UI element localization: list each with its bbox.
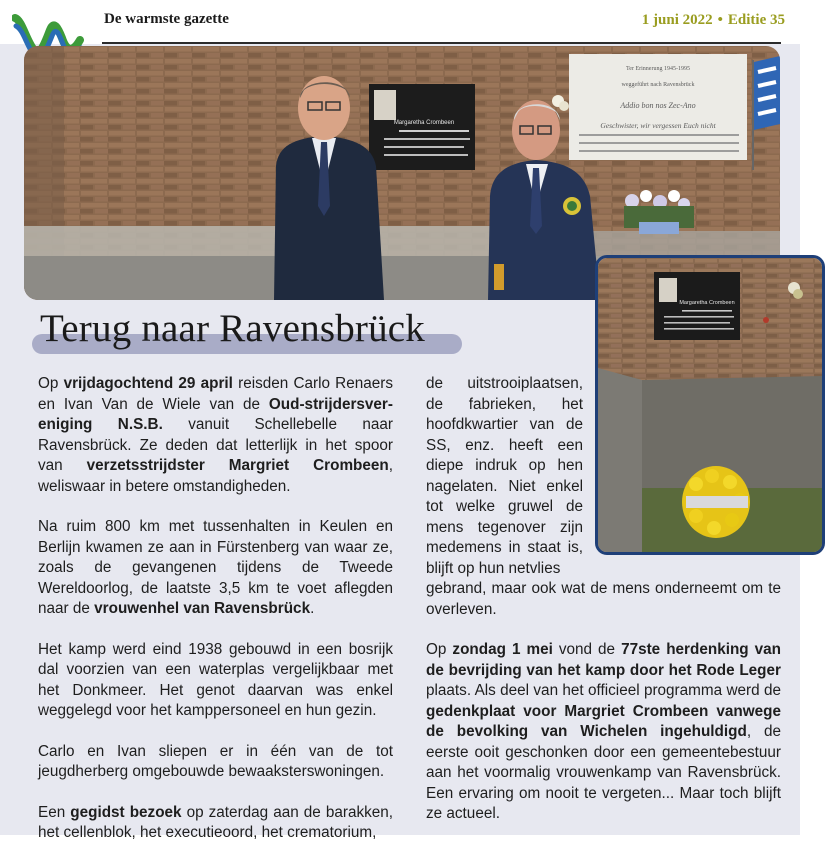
- text-bold: Oud-strijdersvereniging N.S.B.: [38, 395, 393, 433]
- paragraph-1: [38, 374, 393, 497]
- text-run: Op: [38, 375, 64, 392]
- issue-date: 1 juni 2022: [641, 12, 713, 28]
- text-run: op zaterdag aan de barakken, het cellenblok, het executieoord, het crematorium,: [38, 803, 394, 841]
- article-title: Terug naar Ravensbrück: [40, 307, 426, 350]
- text-bold: gegidst bezoek: [70, 803, 182, 821]
- article-column-left: [38, 374, 393, 844]
- plaque-line-2: weggeführt nach Ravensbrück: [621, 82, 695, 88]
- text-bold: verzetsstrijdster Margriet Crombeen: [86, 457, 389, 474]
- article-column-right: [426, 374, 781, 825]
- text-run: Na ruim 800 km met tussenhalten in Keulen en Berlijn kwamen ze aan in Fürstenberg van waar ze, zoals de gevangenen tijdens de Tweede Wereldoorlog, de laatste 3,5 km te voet aflegden naar de: [38, 518, 393, 617]
- text-run: , de eerste ooit geschonken door een gemeentebestuur aan het voormalig vrouwenkamp van Ravensbrück. Een ervaring om nooit te vergeten... Maar toch blijft ze actueel.: [426, 723, 781, 822]
- text-run: vond de: [552, 641, 622, 658]
- text-bold: gedenkplaat voor Margriet Crombeen vanwege de bevolking van Wichelen ingehuldigd: [426, 702, 781, 740]
- paragraph-6-narrow: de uitstrooiplaatsen, de fabrieken, het hoofdkwartier van de SS, enz. heeft een diepe indruk op hen nagelaten. Niet enkel tot welke gruwel de mens tegenover zijn medemens in staat is, blijft op hun netvlies: [426, 375, 583, 577]
- issue-separator: •: [717, 12, 723, 28]
- paragraph-6-wide: gebrand, maar ook wat de mens onderneemt om te overleven.: [426, 580, 781, 618]
- header-rule: [102, 42, 781, 44]
- paragraph-5: [38, 803, 393, 844]
- text-run: vanuit Schellebelle naar Ravensbrück. Ze deden dat letterlijk in het spoor van: [38, 416, 393, 474]
- text-run: plaats. Als deel van het officieel programma werd de: [426, 682, 781, 699]
- plaque-name-inset: Margaretha Crombeen: [679, 300, 735, 306]
- text-bold: zondag 1 mei: [452, 641, 553, 658]
- plaque-line-4: Geschwister, wir vergessen Euch nicht: [600, 121, 716, 130]
- paragraph-7: [426, 640, 781, 825]
- text-run: reisden Carlo Renaers en Ivan Van de Wiele van de: [38, 375, 394, 413]
- plaque-line-1: Ter Erinnerung 1945-1995: [626, 66, 690, 72]
- text-bold: vrijdagochtend 29 april: [63, 375, 233, 392]
- paragraph-2: [38, 517, 393, 620]
- text-run: , weliswaar in betere omstandigheden.: [38, 457, 394, 495]
- text-run: Een: [38, 803, 71, 821]
- plaque-name-main: Margaretha Crombeen: [393, 120, 455, 126]
- text-run: .: [310, 600, 315, 617]
- text-run: Op: [426, 641, 453, 658]
- text-bold: 77ste herdenking van de bevrijding van het kamp door het Rode Leger: [426, 641, 782, 679]
- issue-info: [642, 12, 785, 29]
- paragraph-4: Carlo en Ivan sliepen er in één van de tot jeugdherberg omgebouwde bewaaksterswoningen.: [38, 742, 393, 780]
- text-bold: vrouwenhel van Ravensbrück: [94, 600, 311, 617]
- plaque-line-3: Addio bon nos Zec-Ano: [620, 101, 696, 110]
- article-title-block: [30, 308, 470, 358]
- gazette-name: De warmste gazette: [104, 11, 229, 27]
- paragraph-3: Het kamp werd eind 1938 gebouwd in een bosrijk dal voorzien van een waterplas vergelijkbaar met het Donkmeer. Het genot daarvan was enkel weggelegd voor het kamppersoneel en hun gezin.: [38, 640, 393, 719]
- issue-edition: Editie 35: [727, 12, 785, 28]
